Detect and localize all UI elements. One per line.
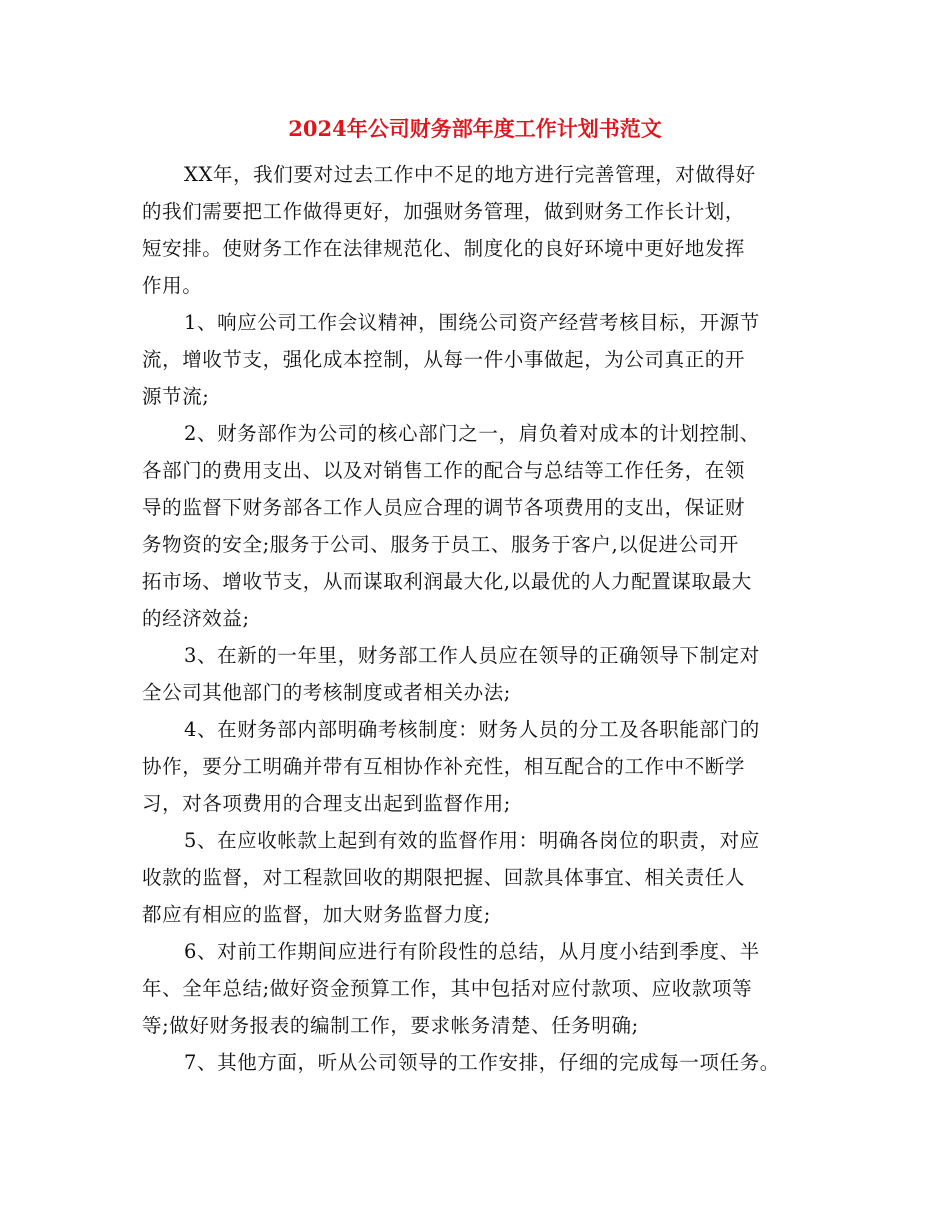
document-title: 2024年公司财务部年度工作计划书范文	[288, 116, 662, 141]
paragraph-line: 短安排。使财务工作在法律规范化、制度化的良好环境中更好地发挥	[142, 237, 746, 260]
paragraph-line: 作用。	[142, 274, 203, 297]
paragraph-item-2	[142, 415, 830, 637]
paragraph-item-5	[142, 822, 830, 933]
paragraph-line: 7、其他方面，听从公司领导的工作安排，仔细的完成每一项任务。	[184, 1051, 780, 1074]
paragraph-line: 都应有相应的监督，加大财务监督力度;	[142, 903, 491, 926]
paragraph-line: 源节流;	[142, 385, 210, 408]
document-body	[142, 156, 830, 1081]
paragraph-line: 导的监督下财务部各工作人员应合理的调节各项费用的支出，保证财	[142, 496, 746, 519]
paragraph-line: 拓市场、增收节支，从而谋取利润最大化,以最优的人力配置谋取最大	[142, 570, 752, 593]
paragraph-line: 各部门的费用支出、以及对销售工作的配合与总结等工作任务，在领	[142, 459, 746, 482]
paragraph-line: 2、财务部作为公司的核心部门之一，肩负着对成本的计划控制、	[184, 422, 760, 445]
paragraph-item-7	[142, 1044, 830, 1081]
paragraph-line: 4、在财务部内部明确考核制度：财务人员的分工及各职能部门的	[184, 718, 760, 741]
paragraph-line: 5、在应收帐款上起到有效的监督作用：明确各岗位的职责，对应	[184, 829, 760, 852]
paragraph-line: 的我们需要把工作做得更好，加强财务管理，做到财务工作长计划，	[142, 200, 746, 223]
paragraph-item-6	[142, 933, 830, 1044]
paragraph-line: 等;做好财务报表的编制工作，要求帐务清楚、任务明确;	[142, 1014, 639, 1037]
paragraph-line: 习，对各项费用的合理支出起到监督作用;	[142, 792, 511, 815]
paragraph-line: 全公司其他部门的考核制度或者相关办法;	[142, 681, 511, 704]
paragraph-item-3	[142, 637, 830, 711]
paragraph-item-4	[142, 711, 830, 822]
paragraph-line: XX年，我们要对过去工作中不足的地方进行完善管理，对做得好	[184, 163, 756, 186]
paragraph-line: 3、在新的一年里，财务部工作人员应在领导的正确领导下制定对	[184, 644, 760, 667]
paragraph-line: 收款的监督，对工程款回收的期限把握、回款具体事宜、相关责任人	[142, 866, 746, 889]
paragraph-line: 1、响应公司工作会议精神，围绕公司资产经营考核目标，开源节	[184, 311, 760, 334]
paragraph-line: 流，增收节支，强化成本控制，从每一件小事做起，为公司真正的开	[142, 348, 746, 371]
paragraph-intro	[142, 156, 830, 304]
paragraph-line: 的经济效益;	[142, 607, 250, 630]
paragraph-line: 协作，要分工明确并带有互相协作补充性，相互配合的工作中不断学	[142, 755, 746, 778]
paragraph-item-1	[142, 304, 830, 415]
paragraph-line: 务物资的安全;服务于公司、服务于员工、服务于客户,以促进公司开	[142, 533, 739, 556]
paragraph-line: 6、对前工作期间应进行有阶段性的总结，从月度小结到季度、半	[184, 940, 760, 963]
paragraph-line: 年、全年总结;做好资金预算工作，其中包括对应付款项、应收款项等	[142, 977, 753, 1000]
